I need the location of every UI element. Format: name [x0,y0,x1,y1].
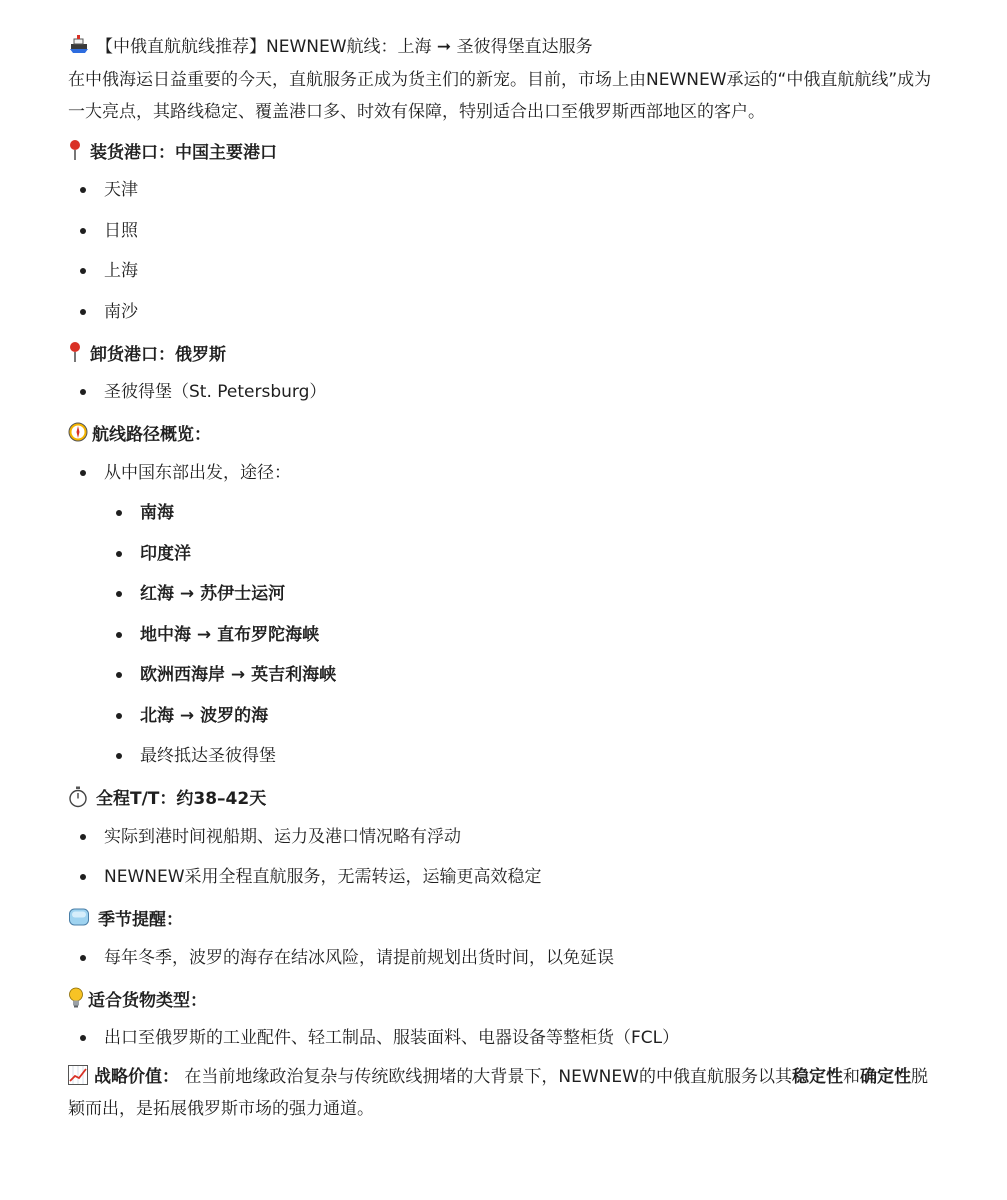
list-item: 上海 [80,251,938,292]
intro-paragraph: 在中俄海运日益重要的今天，直航服务正成为货主们的新宠。目前，市场上由NEWNEW承运的“中俄直航航线”成为一大亮点，其路线稳定、覆盖港口多、时效有保障，特别适合出口至俄罗斯西部地区的客户。 [68,70,932,122]
strategic-value-label: 战略价值： [94,1066,179,1087]
route-stop: 南海 [116,493,938,534]
loading-ports-heading-text: 装货港口：中国主要港口 [90,142,277,163]
route-overview-heading [68,417,938,449]
strategic-value-emphasis: 稳定性 [791,1066,843,1087]
article-title [68,28,938,60]
ship-icon [68,33,90,55]
compass-icon [68,422,90,444]
route-stop: 红海 → 苏伊士运河 [116,574,938,615]
list-item: 圣彼得堡（St. Petersburg） [80,372,938,413]
transit-time-list [68,817,938,898]
strategic-value-paragraph [68,1061,938,1125]
ice-cube-icon [68,907,96,929]
list-item: 从中国东部出发，途径： [80,453,938,494]
round-pushpin-icon [68,139,88,161]
route-stop: 印度洋 [116,534,938,575]
list-item: 实际到港时间视船期、运力及港口情况略有浮动 [80,817,938,858]
route-stop: 最终抵达圣彼得堡 [116,736,938,777]
list-item: NEWNEW采用全程直航服务，无需转运，运输更高效稳定 [80,857,938,898]
cargo-type-list [68,1018,938,1059]
strategic-value-emphasis: 确定性 [859,1066,911,1087]
strategic-value-text: 脱颖而出，是拓展俄罗斯市场的强力通道。 [68,1066,928,1119]
unloading-port-heading-text: 卸货港口：俄罗斯 [90,344,226,365]
cargo-type-heading-text: 适合货物类型： [88,990,207,1011]
list-item: 南沙 [80,292,938,333]
route-stops-list [68,493,938,777]
season-reminder-heading [68,902,938,934]
strategic-value-text: 和 [842,1066,860,1087]
light-bulb-icon [68,987,86,1009]
list-item: 每年冬季，波罗的海存在结冰风险，请提前规划出货时间，以免延误 [80,938,938,979]
list-item: 日照 [80,211,938,252]
season-reminder-heading-text: 季节提醒： [98,910,183,930]
route-overview-heading-text: 航线路径概览： [92,425,211,445]
unloading-port-heading [68,336,938,368]
unloading-port-list [68,372,938,413]
season-reminder-list [68,938,938,979]
cargo-type-heading [68,982,938,1014]
transit-time-heading [68,781,938,813]
route-list [68,453,938,494]
loading-ports-heading [68,134,938,166]
route-stop: 北海 → 波罗的海 [116,696,938,737]
route-stop: 欧洲西海岸 → 英吉利海峡 [116,655,938,696]
article-title-text: 【中俄直航航线推荐】NEWNEW航线：上海 ➞ 圣彼得堡直达服务 [96,36,593,57]
chart-increasing-icon [68,1064,88,1084]
loading-ports-list [68,170,938,332]
list-item: 天津 [80,170,938,211]
route-stop: 地中海 → 直布罗陀海峡 [116,615,938,656]
transit-time-heading-text: 全程T/T：约38–42天 [96,789,267,809]
list-item: 出口至俄罗斯的工业配件、轻工制品、服装面料、电器设备等整柜货（FCL） [80,1018,938,1059]
stopwatch-icon [68,786,94,808]
round-pushpin-icon [68,341,88,363]
strategic-value-text: 在当前地缘政治复杂与传统欧线拥堵的大背景下，NEWNEW的中俄直航服务以其 [184,1066,792,1087]
